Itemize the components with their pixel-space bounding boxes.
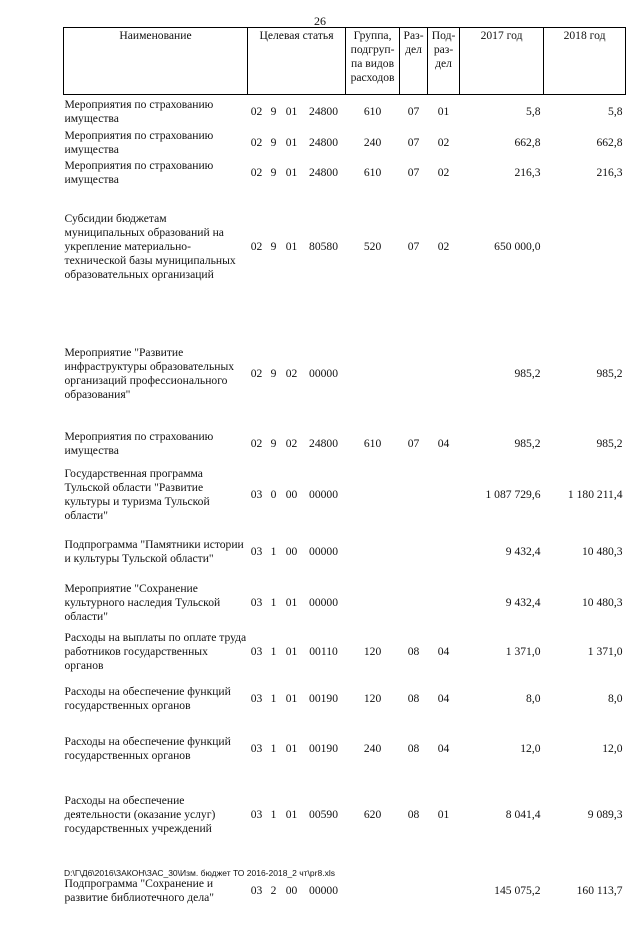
expense-group: 610 bbox=[363, 104, 382, 118]
table-row bbox=[64, 846, 626, 926]
target-direction: 00110 bbox=[309, 645, 338, 658]
target-direction: 00000 bbox=[309, 884, 339, 897]
amount-2017: 650 000,0 bbox=[494, 240, 541, 253]
amount-2018: 10 480,3 bbox=[581, 596, 623, 609]
header-group: Группа, подгруп-па видов расходов bbox=[346, 28, 400, 95]
target-event: 02 bbox=[285, 367, 298, 380]
target-subprogram: 1 bbox=[270, 692, 277, 705]
header-section: Раз-дел bbox=[400, 28, 428, 95]
target-program: 02 bbox=[250, 104, 263, 118]
target-program: 03 bbox=[250, 488, 263, 501]
table-row bbox=[64, 776, 626, 846]
section: 07 bbox=[407, 240, 420, 253]
section: 08 bbox=[407, 808, 420, 821]
target-program: 03 bbox=[250, 545, 263, 558]
subsection bbox=[428, 306, 460, 424]
row-name: Расходы на обеспечение функций государственных органов bbox=[64, 685, 231, 712]
expense-group bbox=[346, 464, 400, 526]
table-row bbox=[64, 158, 626, 188]
target-event: 00 bbox=[285, 545, 298, 558]
target-event: 00 bbox=[285, 488, 298, 501]
target-direction: 00000 bbox=[309, 596, 339, 609]
target-program: 03 bbox=[250, 742, 263, 755]
target-program: 02 bbox=[250, 367, 263, 380]
target-program: 03 bbox=[250, 596, 263, 609]
target-subprogram: 0 bbox=[270, 488, 277, 501]
target-event: 02 bbox=[285, 437, 298, 450]
target-subprogram: 1 bbox=[270, 645, 277, 658]
header-2017: 2017 год bbox=[460, 28, 544, 95]
row-name: Мероприятие "Сохранение культурного наследия Тульской области" bbox=[64, 582, 221, 623]
amount-2017: 9 432,4 bbox=[505, 596, 541, 609]
subsection: 04 bbox=[437, 692, 450, 705]
row-name: Мероприятия по страхованию имущества bbox=[64, 97, 214, 125]
subsection: 04 bbox=[437, 645, 450, 658]
table-row bbox=[64, 722, 626, 776]
amount-2017: 12,0 bbox=[520, 742, 541, 755]
amount-2017: 5,8 bbox=[526, 104, 541, 118]
header-2018: 2018 год bbox=[544, 28, 626, 95]
target-event: 01 bbox=[285, 742, 298, 755]
target-program: 03 bbox=[250, 808, 263, 821]
expense-group bbox=[346, 526, 400, 578]
row-name: Подпрограмма "Сохранение и развитие библиотечного дела" bbox=[64, 877, 214, 904]
target-subprogram: 9 bbox=[270, 240, 277, 253]
table-row bbox=[64, 628, 626, 676]
expense-group bbox=[346, 306, 400, 424]
amount-2017: 1 371,0 bbox=[505, 645, 541, 658]
target-direction: 00000 bbox=[309, 545, 339, 558]
expense-group: 620 bbox=[363, 808, 382, 821]
table-row bbox=[64, 464, 626, 526]
subsection bbox=[428, 526, 460, 578]
amount-2018: 5,8 bbox=[608, 104, 623, 118]
amount-2017: 8 041,4 bbox=[505, 808, 541, 821]
subsection: 01 bbox=[437, 104, 450, 118]
target-event: 00 bbox=[285, 884, 298, 897]
amount-2017: 985,2 bbox=[514, 437, 541, 450]
expense-group bbox=[346, 578, 400, 628]
amount-2018: 985,2 bbox=[596, 437, 623, 450]
amount-2017: 145 075,2 bbox=[494, 884, 541, 897]
target-program: 03 bbox=[250, 884, 263, 897]
target-event: 01 bbox=[285, 596, 298, 609]
amount-2018: 1 180 211,4 bbox=[567, 488, 623, 501]
amount-2018: 160 113,7 bbox=[576, 884, 623, 897]
expense-group bbox=[346, 846, 400, 926]
target-subprogram: 1 bbox=[270, 596, 277, 609]
subsection: 04 bbox=[437, 742, 450, 755]
subsection: 02 bbox=[437, 136, 450, 149]
section: 08 bbox=[407, 742, 420, 755]
header-target: Целевая статья bbox=[248, 28, 346, 95]
row-name: Мероприятия по страхованию имущества bbox=[64, 159, 214, 186]
target-direction: 80580 bbox=[309, 240, 339, 253]
section bbox=[400, 306, 428, 424]
subsection bbox=[428, 846, 460, 926]
table-row bbox=[64, 128, 626, 158]
table-row bbox=[64, 526, 626, 578]
target-program: 02 bbox=[250, 240, 263, 253]
target-direction: 24800 bbox=[309, 166, 339, 179]
target-direction: 00190 bbox=[309, 692, 339, 705]
target-program: 03 bbox=[250, 645, 263, 658]
row-name: Мероприятие "Развитие инфраструктуры образовательных организаций профессионального образования" bbox=[64, 346, 235, 401]
amount-2017: 985,2 bbox=[514, 367, 541, 380]
target-direction: 24800 bbox=[309, 437, 339, 450]
expense-group: 240 bbox=[363, 742, 382, 755]
target-direction: 24800 bbox=[309, 136, 339, 149]
target-subprogram: 1 bbox=[270, 545, 277, 558]
table-row bbox=[64, 676, 626, 722]
subsection: 02 bbox=[437, 166, 450, 179]
amount-2018: 10 480,3 bbox=[581, 545, 623, 558]
table-row bbox=[64, 306, 626, 424]
section: 07 bbox=[407, 136, 420, 149]
section bbox=[400, 526, 428, 578]
target-direction: 00000 bbox=[309, 488, 339, 501]
target-direction: 24800 bbox=[309, 104, 339, 118]
expense-group: 240 bbox=[363, 136, 382, 149]
target-subprogram: 1 bbox=[270, 742, 277, 755]
target-subprogram: 9 bbox=[270, 166, 277, 179]
budget-table bbox=[63, 27, 626, 926]
section: 07 bbox=[407, 437, 420, 450]
row-name: Субсидии бюджетам муниципальных образований на укрепление материально-технической базы муниципальных образовательных организаций bbox=[64, 212, 236, 281]
row-name: Расходы на выплаты по оплате труда работников государственных органов bbox=[64, 631, 247, 672]
amount-2018: 216,3 bbox=[596, 166, 623, 179]
amount-2018: 985,2 bbox=[596, 367, 623, 380]
section bbox=[400, 846, 428, 926]
target-event: 01 bbox=[285, 645, 298, 658]
table-row bbox=[64, 188, 626, 306]
subsection: 01 bbox=[437, 808, 450, 821]
table-row bbox=[64, 95, 626, 129]
target-subprogram: 9 bbox=[270, 437, 277, 450]
target-event: 01 bbox=[285, 166, 298, 179]
target-program: 02 bbox=[250, 136, 263, 149]
row-name: Подпрограмма "Памятники истории и культуры Тульской области" bbox=[64, 538, 244, 565]
target-subprogram: 9 bbox=[270, 367, 277, 380]
amount-2018: 1 371,0 bbox=[587, 645, 623, 658]
section bbox=[400, 578, 428, 628]
target-event: 01 bbox=[285, 104, 298, 118]
row-name: Государственная программа Тульской области "Развитие культуры и туризма Тульской области" bbox=[64, 467, 210, 522]
section: 07 bbox=[407, 104, 420, 118]
row-name: Мероприятия по страхованию имущества bbox=[64, 430, 214, 457]
amount-2017: 662,8 bbox=[514, 136, 541, 149]
row-name: Расходы на обеспечение функций государственных органов bbox=[64, 735, 231, 762]
amount-2017: 8,0 bbox=[526, 692, 541, 705]
target-program: 03 bbox=[250, 692, 263, 705]
subsection: 02 bbox=[437, 240, 450, 253]
amount-2018: 12,0 bbox=[602, 742, 623, 755]
table-row bbox=[64, 424, 626, 464]
amount-2018: 8,0 bbox=[608, 692, 623, 705]
target-subprogram: 2 bbox=[270, 884, 277, 897]
table-header-row bbox=[64, 28, 626, 95]
target-event: 01 bbox=[285, 692, 298, 705]
target-direction: 00190 bbox=[309, 742, 339, 755]
amount-2018: 662,8 bbox=[596, 136, 623, 149]
table-row bbox=[64, 578, 626, 628]
amount-2017: 9 432,4 bbox=[505, 545, 541, 558]
target-event: 01 bbox=[285, 136, 298, 149]
target-direction: 00000 bbox=[309, 367, 339, 380]
subsection: 04 bbox=[437, 437, 450, 450]
amount-2018 bbox=[544, 188, 626, 306]
amount-2018: 9 089,3 bbox=[587, 808, 623, 821]
file-path-footer: D:\Г\Д6\2016\ЗАКОН\ЗАС_30\Изм. бюджет ТО 2016-2018_2 чт\pr8.xls bbox=[64, 868, 335, 878]
target-subprogram: 9 bbox=[270, 136, 277, 149]
section bbox=[400, 464, 428, 526]
section: 07 bbox=[407, 166, 420, 179]
row-name: Расходы на обеспечение деятельности (оказание услуг) государственных учреждений bbox=[64, 794, 216, 835]
expense-group: 610 bbox=[363, 166, 382, 179]
target-program: 02 bbox=[250, 166, 263, 179]
expense-group: 520 bbox=[363, 240, 382, 253]
header-subsection: Под-раз-дел bbox=[428, 28, 460, 95]
target-event: 01 bbox=[285, 240, 298, 253]
expense-group: 610 bbox=[363, 437, 382, 450]
amount-2017: 1 087 729,6 bbox=[485, 488, 541, 501]
expense-group: 120 bbox=[363, 645, 382, 658]
amount-2017: 216,3 bbox=[514, 166, 541, 179]
expense-group: 120 bbox=[363, 692, 382, 705]
header-name: Наименование bbox=[64, 28, 248, 95]
target-event: 01 bbox=[285, 808, 298, 821]
target-subprogram: 9 bbox=[270, 104, 277, 118]
row-name: Мероприятия по страхованию имущества bbox=[64, 129, 214, 156]
subsection bbox=[428, 578, 460, 628]
target-program: 02 bbox=[250, 437, 263, 450]
section: 08 bbox=[407, 692, 420, 705]
target-subprogram: 1 bbox=[270, 808, 277, 821]
subsection bbox=[428, 464, 460, 526]
page-number: 26 bbox=[314, 14, 326, 28]
section: 08 bbox=[407, 645, 420, 658]
target-direction: 00590 bbox=[309, 808, 339, 821]
